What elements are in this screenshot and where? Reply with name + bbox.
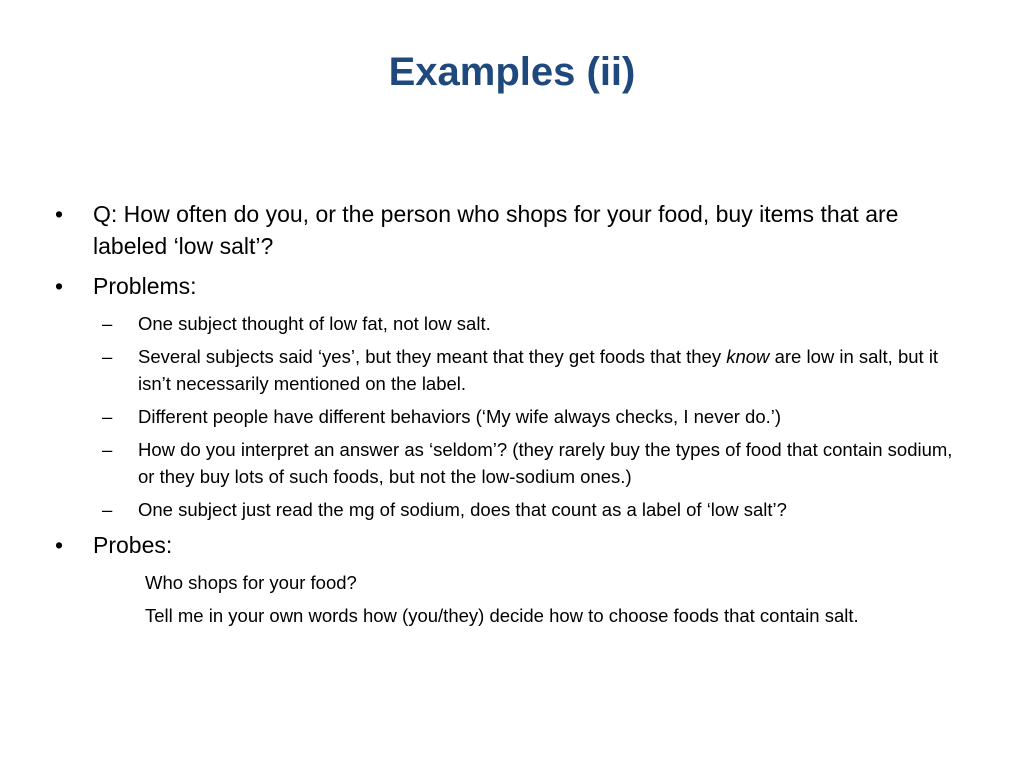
problem-item: [55, 496, 958, 523]
problem-text-after: are low in salt, but it isn’t necessarily mentioned on the label.: [138, 346, 939, 394]
dash-icon: –: [102, 406, 113, 427]
dash-icon: –: [102, 499, 113, 520]
problems-list: [55, 310, 975, 523]
dash-icon: –: [102, 439, 113, 460]
dash-icon: –: [102, 313, 113, 334]
bullet-icon: •: [55, 532, 64, 558]
bullet-probes: [55, 529, 975, 561]
probe-item: Who shops for your food?: [145, 572, 357, 593]
probe-item: Tell me in your own words how (you/they) decide how to choose foods that contain salt.: [145, 605, 859, 626]
problem-text: Different people have different behaviors (‘My wife always checks, I never do.’): [138, 406, 782, 427]
slide-title: Examples (ii): [388, 50, 636, 94]
probes-label: Probes:: [93, 532, 173, 558]
problem-item: [55, 436, 958, 490]
problem-text: One subject thought of low fat, not low salt.: [138, 313, 491, 334]
bullet-problems: [55, 270, 975, 302]
question-text: Q: How often do you, or the person who shops for your food, buy items that are labeled ‘low salt’?: [93, 201, 899, 259]
bullet-icon: •: [55, 201, 64, 227]
dash-icon: –: [102, 346, 113, 367]
slide-body: [55, 198, 975, 635]
problem-text: One subject just read the mg of sodium, does that count as a label of ‘low salt’?: [138, 499, 787, 520]
problems-label: Problems:: [93, 273, 197, 299]
problem-item: [55, 403, 958, 430]
problem-text-before: Several subjects said ‘yes’, but they meant that they get foods that they: [138, 346, 727, 367]
bullet-question: [55, 198, 975, 262]
problem-item: [55, 343, 958, 397]
problem-item: [55, 310, 958, 337]
problem-text-emphasis: know: [726, 346, 770, 367]
problem-text: How do you interpret an answer as ‘seldom’? (they rarely buy the types of food that contain sodium, or they buy lots of such foods, but not the low-sodium ones.): [138, 439, 953, 487]
probes-list: [55, 569, 975, 629]
bullet-icon: •: [55, 273, 64, 299]
